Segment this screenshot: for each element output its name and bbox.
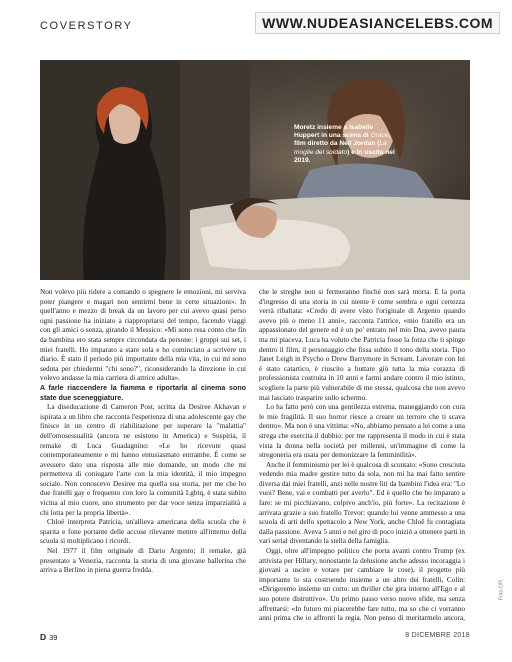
issue-date: 8 DICEMBRE 2018 <box>405 632 470 639</box>
section-label: COVERSTORY <box>40 20 133 32</box>
article-column-right <box>259 288 465 624</box>
paragraph: Oggi, oltre all'impegno politico che porta avanti contro Trump (ex attivista per Hillary, nonostante la delusione anche adesso incoraggia i giovani a uscire e votare per cambiare le cose), il progetto più importante lo sta costruendo insieme a un altro dei fratelli, Colin: «Dirigeremo insieme un corto: un thriller che gira intorno all'Ego e al suo potere distruttivo». Un primo passo verso nuove sfide, ma senza affrettarsi: «In futuro mi piacerebbe fare tutto, ma so che ci vorranno anni prima che io affronti la regia. Non penso di meritarmelo ancora, <box>259 547 465 623</box>
paragraph: Chloë interpreta Patricia, un'allieva americana della scuola che è sparita e fone portante delle accuse rilevante mentre all'interno della scuola si moltiplicano i ricordi. <box>40 518 246 546</box>
photo-caption: Moretz insieme a Isabelle Huppert in una scena di Grace, film diretto da Neil Jordan (La moglie del soldato) e in uscita nel 2019. <box>294 124 395 164</box>
paragraph: che le streghe non si fermeranno finché non sarà morta. È la porta d'ingresso di una storia in cui niente è come sembra e ogni certezza verrà ribaltata: «Credo di avere visto l'originale di Argento quando avevo più o meno 11 anni», racconta l'attrice, «mio fratello era un appassionato del genere ed è un po' entrato nel mio Dna, avevo paura ma mi piaceva. Luca ha voluto che Patricia fosse la forza che ti spinge dentro il film, il personaggio che fissa subito il tono della storia. Tipo Janet Leigh in Psycho o Drew Barrymore in Scream. Lavorare con lui è stato catartico, è riuscito a buttare giù tutta la mia corazza di professionista costruita in 10 anni e farmi andare contro il mio istinto, scegliere la parte più vulnerabile di me stessa, qualcosa che non avevo mai lasciato trasparire sullo schermo. <box>259 288 465 402</box>
paragraph: Nel 1977 il film originale di Dario Argento; il remake, già presentato a Venezia, racconta la storia di una giovane ballerina che arriva a Berlino in piena guerra fredda. <box>40 547 246 575</box>
paragraph: Lo ha fatto però con una gentilezza estrema, maneggiando con cura le mie fragilità. Il suo horror riesce a creare un terrore che ti scava dentro». Ma non è una vittima: «No, abbiamo pensato a lei come a una strega che esercita il dubbio: per me rappresenta il modo in cui è stata vista la donna nella società per millenni, un'immagine di come la stregoneria era usata per demonizzare la femminilità». <box>259 403 465 460</box>
page-folio <box>40 632 57 642</box>
film-still-image <box>40 60 470 280</box>
paragraph: La diseducazione di Cameron Post, scritta da Desiree Akhavan e ispirata a un libro che racconta l'esperienza di una adolescente gay che finisce in un centro di riabilitazione per superare la "malattia" dell'omosessualità (ancora ne esistono in America) e Suspiria, il remake di Luca Guadagnino: «Le ho ricevute quasi contemporaneamente e mi hanno entusiasmato entrambe. È come se avessero dato una risposta alle mie domande, un modo che mi permetteva di coniugare l'arte con la mia identità, il mio impegno sociale. Non conoscevo Desiree ma quella sua storia, per me che ho due fratelli gay e frequento con loro la comunità Lgbtq, è stata subito vicina al mio cuore, uno strumento per dar voce senza imparzialità a chi lotta per la propria libertà». <box>40 403 246 517</box>
feature-photo <box>40 60 470 280</box>
paragraph: Anche il femminismo per lei è qualcosa di scontato: «Sono cresciuta vedendo mia madre gestire tutto da sola, non mi ha mai fatto sentire diversa dai miei fratelli, anzi nelle nostre liti da bambini l'idea era: "Lo vuoi? Bene, vai e combatti per averlo". Ed è quello che ho imparato a fare: se mi picchiavano, colpivo anch'io, più forte». La recitazione è arrivata grazie a suo fratello Trevor: quando lui venne ammesso a una scuola di arti dello spettacolo a New York, anche Chloë fu contagiata dalla passione. Aveva 5 anni e nel giro di poco iniziò a ottenere parti in vari serial diventando la stella della famiglia. <box>259 460 465 546</box>
page-number: 39 <box>49 633 58 642</box>
magazine-mark: D <box>40 632 47 642</box>
article-column-left <box>40 288 246 624</box>
paragraph: Non volevo più ridere a comando o spegnere le emozioni, mi serviva poter piangere e magari non sentirmi bene in certe situazioni». In quell'anno e mezzo di break da un lavoro per cui avevo quasi perso ogni passione ha iniziato a riappropriarsi del tempo, facendo viaggi con gli amici o senza, girando il Messico: «Mi sono resa conto che fin da bambina ero stata sempre circondata da persone: i gruppi sui set, i miei fratelli. Ho imparato a stare sola e ho cominciato a scrivere un diario. È stato il periodo più importante della mia vita, in cui mi sono seduta per chiedermi "chi sono?", riconsiderando la direzione in cui volevo andasse la mia carriera di attrice adulta». <box>40 288 246 383</box>
photo-credit: Foto DR <box>498 580 504 601</box>
subheading: A farle riaccendere la fiamma e riportarla al cinema sono state due sceneggiature. <box>40 383 246 402</box>
watermark-banner: WWW.NUDEASIANCELEBS.COM <box>255 12 500 34</box>
